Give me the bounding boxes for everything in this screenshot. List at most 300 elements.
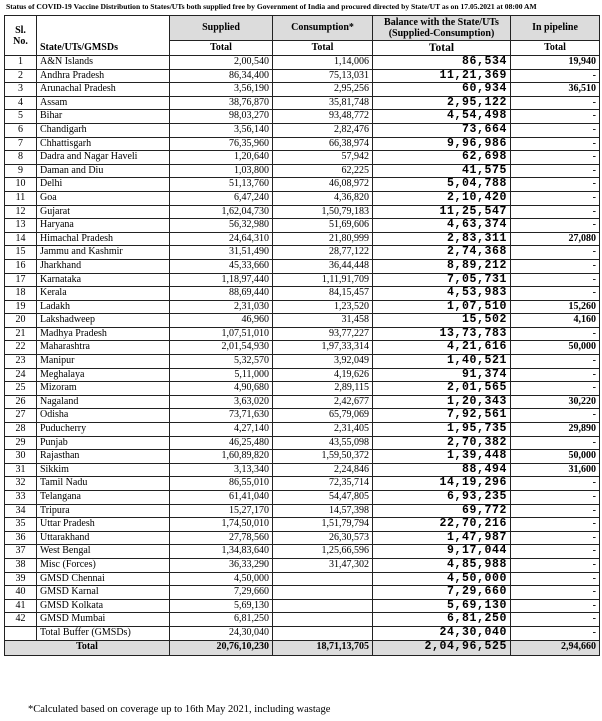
- cell-balance: 24,30,040: [373, 626, 511, 640]
- cell-supplied: 3,63,020: [170, 395, 273, 409]
- cell-consumption: 28,77,122: [273, 246, 373, 260]
- cell-state: Delhi: [37, 178, 170, 192]
- cell-sl-no: 16: [5, 259, 37, 273]
- cell-pipeline: -: [511, 246, 600, 260]
- table-row: [5, 123, 600, 137]
- cell-supplied: 88,69,440: [170, 287, 273, 301]
- cell-sl-no: 26: [5, 395, 37, 409]
- cell-balance: 4,53,983: [373, 287, 511, 301]
- cell-pipeline: -: [511, 531, 600, 545]
- cell-pipeline: -: [511, 586, 600, 600]
- table-row: [5, 205, 600, 219]
- cell-pipeline: -: [511, 368, 600, 382]
- cell-sl-no: 6: [5, 123, 37, 137]
- cell-pipeline: -: [511, 545, 600, 559]
- cell-supplied: 5,32,570: [170, 355, 273, 369]
- cell-consumption: 66,38,974: [273, 137, 373, 151]
- cell-state: Uttar Pradesh: [37, 518, 170, 532]
- cell-pipeline: -: [511, 558, 600, 572]
- cell-state: Andhra Pradesh: [37, 69, 170, 83]
- cell-balance: 11,21,369: [373, 69, 511, 83]
- cell-pipeline: -: [511, 96, 600, 110]
- cell-consumption: [273, 626, 373, 640]
- cell-state: Uttarakhand: [37, 531, 170, 545]
- table-row: [5, 232, 600, 246]
- cell-state: GMSD Karnal: [37, 586, 170, 600]
- cell-balance: 2,10,420: [373, 191, 511, 205]
- subheader-total-consumption: Total: [273, 41, 373, 56]
- cell-balance: 8,89,212: [373, 259, 511, 273]
- cell-pipeline: 29,890: [511, 423, 600, 437]
- cell-state: Bihar: [37, 110, 170, 124]
- table-row: [5, 69, 600, 83]
- cell-sl-no: 33: [5, 491, 37, 505]
- cell-balance: 15,502: [373, 314, 511, 328]
- table-row: [5, 56, 600, 70]
- cell-sl-no: 39: [5, 572, 37, 586]
- cell-state: Lakshadweep: [37, 314, 170, 328]
- vaccine-distribution-table: [4, 15, 600, 656]
- cell-balance: 86,534: [373, 56, 511, 70]
- cell-balance: 60,934: [373, 83, 511, 97]
- cell-sl-no: 21: [5, 327, 37, 341]
- cell-balance: 4,63,374: [373, 219, 511, 233]
- table-row: [5, 96, 600, 110]
- cell-pipeline: -: [511, 164, 600, 178]
- cell-consumption: 84,15,457: [273, 287, 373, 301]
- cell-pipeline: 19,940: [511, 56, 600, 70]
- cell-sl-no: 20: [5, 314, 37, 328]
- cell-state: GMSD Chennai: [37, 572, 170, 586]
- table-row: [5, 219, 600, 233]
- cell-pipeline: 30,220: [511, 395, 600, 409]
- cell-state: Assam: [37, 96, 170, 110]
- cell-pipeline: -: [511, 491, 600, 505]
- cell-balance: 2,74,368: [373, 246, 511, 260]
- cell-pipeline: -: [511, 123, 600, 137]
- cell-consumption: 21,80,999: [273, 232, 373, 246]
- table-row: [5, 572, 600, 586]
- cell-sl-no: 35: [5, 518, 37, 532]
- cell-state: Punjab: [37, 436, 170, 450]
- cell-pipeline: -: [511, 69, 600, 83]
- table-row: [5, 314, 600, 328]
- cell-consumption: 3,92,049: [273, 355, 373, 369]
- cell-sl-no: 12: [5, 205, 37, 219]
- cell-supplied: 1,62,04,730: [170, 205, 273, 219]
- cell-pipeline: -: [511, 273, 600, 287]
- cell-sl-no: 14: [5, 232, 37, 246]
- cell-balance: 1,07,510: [373, 300, 511, 314]
- cell-pipeline: -: [511, 137, 600, 151]
- cell-balance: 7,92,561: [373, 409, 511, 423]
- table-row: [5, 83, 600, 97]
- cell-supplied: 2,00,540: [170, 56, 273, 70]
- cell-consumption: 57,942: [273, 151, 373, 165]
- cell-state: Himachal Pradesh: [37, 232, 170, 246]
- cell-consumption: 26,30,573: [273, 531, 373, 545]
- cell-supplied: 24,64,310: [170, 232, 273, 246]
- table-row: [5, 137, 600, 151]
- cell-sl-no: 29: [5, 436, 37, 450]
- grand-total-consumption: 18,71,13,705: [273, 640, 373, 655]
- cell-pipeline: 50,000: [511, 341, 600, 355]
- cell-supplied: 98,03,270: [170, 110, 273, 124]
- grand-total-row: [5, 640, 600, 655]
- cell-balance: 62,698: [373, 151, 511, 165]
- table-row: [5, 504, 600, 518]
- cell-state: Rajasthan: [37, 450, 170, 464]
- footnote: *Calculated based on coverage up to 16th May 2021, including wastage: [28, 704, 331, 715]
- cell-supplied: 73,71,630: [170, 409, 273, 423]
- cell-consumption: [273, 586, 373, 600]
- cell-sl-no: 15: [5, 246, 37, 260]
- cell-supplied: 45,33,660: [170, 259, 273, 273]
- table-row: [5, 558, 600, 572]
- cell-consumption: 1,14,006: [273, 56, 373, 70]
- cell-sl-no: 1: [5, 56, 37, 70]
- cell-pipeline: 15,260: [511, 300, 600, 314]
- cell-sl-no: 42: [5, 613, 37, 627]
- table-row: [5, 300, 600, 314]
- header-row: [5, 16, 600, 41]
- cell-consumption: [273, 599, 373, 613]
- cell-state: Gujarat: [37, 205, 170, 219]
- cell-supplied: 5,69,130: [170, 599, 273, 613]
- cell-balance: 22,70,216: [373, 518, 511, 532]
- cell-balance: 4,85,988: [373, 558, 511, 572]
- cell-sl-no: 5: [5, 110, 37, 124]
- cell-supplied: 86,55,010: [170, 477, 273, 491]
- cell-balance: 1,40,521: [373, 355, 511, 369]
- cell-state: Sikkim: [37, 463, 170, 477]
- cell-consumption: 43,55,098: [273, 436, 373, 450]
- cell-supplied: 4,90,680: [170, 382, 273, 396]
- cell-sl-no: 25: [5, 382, 37, 396]
- cell-pipeline: -: [511, 382, 600, 396]
- cell-sl-no: 34: [5, 504, 37, 518]
- table-row: [5, 626, 600, 640]
- cell-balance: 1,20,343: [373, 395, 511, 409]
- cell-consumption: 75,13,031: [273, 69, 373, 83]
- cell-balance: 11,25,547: [373, 205, 511, 219]
- cell-supplied: 61,41,040: [170, 491, 273, 505]
- cell-sl-no: 36: [5, 531, 37, 545]
- cell-state: Tripura: [37, 504, 170, 518]
- cell-state: Nagaland: [37, 395, 170, 409]
- cell-sl-no: 17: [5, 273, 37, 287]
- cell-state: Daman and Diu: [37, 164, 170, 178]
- cell-sl-no: 3: [5, 83, 37, 97]
- cell-pipeline: -: [511, 355, 600, 369]
- cell-balance: 6,81,250: [373, 613, 511, 627]
- cell-consumption: 93,77,227: [273, 327, 373, 341]
- table-row: [5, 178, 600, 192]
- cell-state: Ladakh: [37, 300, 170, 314]
- cell-pipeline: -: [511, 205, 600, 219]
- cell-pipeline: -: [511, 178, 600, 192]
- cell-supplied: 5,11,000: [170, 368, 273, 382]
- table-row: [5, 273, 600, 287]
- table-row: [5, 518, 600, 532]
- cell-pipeline: -: [511, 599, 600, 613]
- cell-state: Arunachal Pradesh: [37, 83, 170, 97]
- cell-pipeline: 50,000: [511, 450, 600, 464]
- cell-pipeline: -: [511, 477, 600, 491]
- cell-pipeline: -: [511, 572, 600, 586]
- table-row: [5, 463, 600, 477]
- cell-pipeline: -: [511, 436, 600, 450]
- cell-state: Meghalaya: [37, 368, 170, 382]
- cell-balance: 7,29,660: [373, 586, 511, 600]
- cell-supplied: 6,81,250: [170, 613, 273, 627]
- cell-sl-no: 40: [5, 586, 37, 600]
- cell-balance: 2,01,565: [373, 382, 511, 396]
- table-row: [5, 586, 600, 600]
- cell-consumption: 54,47,805: [273, 491, 373, 505]
- cell-state: Puducherry: [37, 423, 170, 437]
- cell-balance: 1,39,448: [373, 450, 511, 464]
- cell-supplied: 56,32,980: [170, 219, 273, 233]
- cell-consumption: 1,50,79,183: [273, 205, 373, 219]
- table-row: [5, 246, 600, 260]
- cell-pipeline: 27,080: [511, 232, 600, 246]
- header-sl-no: Sl. No.: [5, 16, 37, 56]
- table-row: [5, 613, 600, 627]
- cell-state: Odisha: [37, 409, 170, 423]
- cell-state: Mizoram: [37, 382, 170, 396]
- cell-pipeline: 36,510: [511, 83, 600, 97]
- cell-supplied: 1,03,800: [170, 164, 273, 178]
- cell-balance: 4,54,498: [373, 110, 511, 124]
- cell-pipeline: -: [511, 626, 600, 640]
- cell-supplied: 2,01,54,930: [170, 341, 273, 355]
- cell-consumption: 31,458: [273, 314, 373, 328]
- cell-balance: 5,04,788: [373, 178, 511, 192]
- cell-state: GMSD Mumbai: [37, 613, 170, 627]
- cell-consumption: 1,23,520: [273, 300, 373, 314]
- table-row: [5, 287, 600, 301]
- cell-sl-no: 41: [5, 599, 37, 613]
- cell-pipeline: -: [511, 518, 600, 532]
- cell-pipeline: -: [511, 191, 600, 205]
- cell-supplied: 3,56,190: [170, 83, 273, 97]
- grand-total-label: Total: [5, 640, 170, 655]
- table-row: [5, 191, 600, 205]
- grand-total-pipeline: 2,94,660: [511, 640, 600, 655]
- cell-balance: 88,494: [373, 463, 511, 477]
- cell-supplied: 1,18,97,440: [170, 273, 273, 287]
- table-row: [5, 409, 600, 423]
- cell-sl-no: 11: [5, 191, 37, 205]
- table-row: [5, 477, 600, 491]
- cell-balance: 91,374: [373, 368, 511, 382]
- cell-sl-no: 38: [5, 558, 37, 572]
- grand-total-balance: 2,04,96,525: [373, 640, 511, 655]
- cell-sl-no: 10: [5, 178, 37, 192]
- cell-consumption: 36,44,448: [273, 259, 373, 273]
- cell-pipeline: -: [511, 613, 600, 627]
- cell-pipeline: -: [511, 110, 600, 124]
- cell-balance: 7,05,731: [373, 273, 511, 287]
- cell-supplied: 15,27,170: [170, 504, 273, 518]
- cell-balance: 13,73,783: [373, 327, 511, 341]
- cell-balance: 14,19,296: [373, 477, 511, 491]
- cell-consumption: 1,51,79,794: [273, 518, 373, 532]
- cell-state: Madhya Pradesh: [37, 327, 170, 341]
- cell-balance: 9,17,044: [373, 545, 511, 559]
- cell-consumption: [273, 572, 373, 586]
- cell-sl-no: 24: [5, 368, 37, 382]
- cell-supplied: 6,47,240: [170, 191, 273, 205]
- cell-consumption: 2,95,256: [273, 83, 373, 97]
- cell-sl-no: 18: [5, 287, 37, 301]
- cell-balance: 1,47,987: [373, 531, 511, 545]
- cell-supplied: 4,27,140: [170, 423, 273, 437]
- cell-supplied: 3,13,340: [170, 463, 273, 477]
- cell-state: GMSD Kolkata: [37, 599, 170, 613]
- cell-state: Manipur: [37, 355, 170, 369]
- table-row: [5, 259, 600, 273]
- cell-balance: 6,93,235: [373, 491, 511, 505]
- cell-supplied: 2,31,030: [170, 300, 273, 314]
- cell-state: Dadra and Nagar Haveli: [37, 151, 170, 165]
- header-consumption: Consumption*: [273, 16, 373, 41]
- table-row: [5, 423, 600, 437]
- cell-consumption: 31,47,302: [273, 558, 373, 572]
- cell-consumption: 4,36,820: [273, 191, 373, 205]
- cell-supplied: 3,56,140: [170, 123, 273, 137]
- table-row: [5, 450, 600, 464]
- cell-sl-no: 32: [5, 477, 37, 491]
- cell-consumption: 65,79,069: [273, 409, 373, 423]
- cell-supplied: 86,34,400: [170, 69, 273, 83]
- cell-sl-no: 7: [5, 137, 37, 151]
- cell-consumption: 51,69,606: [273, 219, 373, 233]
- cell-pipeline: -: [511, 327, 600, 341]
- table-row: [5, 164, 600, 178]
- table-row: [5, 355, 600, 369]
- cell-sl-no: 22: [5, 341, 37, 355]
- cell-sl-no: [5, 626, 37, 640]
- cell-consumption: 2,31,405: [273, 423, 373, 437]
- cell-supplied: 51,13,760: [170, 178, 273, 192]
- cell-supplied: 1,60,89,820: [170, 450, 273, 464]
- cell-sl-no: 31: [5, 463, 37, 477]
- subheader-total-pipeline: Total: [511, 41, 600, 56]
- table-row: [5, 382, 600, 396]
- cell-state: Goa: [37, 191, 170, 205]
- cell-supplied: 46,960: [170, 314, 273, 328]
- cell-pipeline: -: [511, 259, 600, 273]
- cell-consumption: 1,25,66,596: [273, 545, 373, 559]
- cell-balance: 1,95,735: [373, 423, 511, 437]
- subheader-total-supplied: Total: [170, 41, 273, 56]
- cell-consumption: 14,57,398: [273, 504, 373, 518]
- cell-pipeline: -: [511, 219, 600, 233]
- cell-state: Jammu and Kashmir: [37, 246, 170, 260]
- table-row: [5, 599, 600, 613]
- table-row: [5, 545, 600, 559]
- cell-balance: 41,575: [373, 164, 511, 178]
- cell-balance: 5,69,130: [373, 599, 511, 613]
- cell-consumption: 93,48,772: [273, 110, 373, 124]
- cell-consumption: 2,82,476: [273, 123, 373, 137]
- header-supplied: Supplied: [170, 16, 273, 41]
- cell-state: Haryana: [37, 219, 170, 233]
- table-row: [5, 151, 600, 165]
- cell-sl-no: 19: [5, 300, 37, 314]
- cell-pipeline: -: [511, 287, 600, 301]
- cell-consumption: 2,24,846: [273, 463, 373, 477]
- cell-supplied: 36,33,290: [170, 558, 273, 572]
- cell-state: Telangana: [37, 491, 170, 505]
- header-balance: Balance with the State/UTs (Supplied-Consumption): [373, 16, 511, 41]
- cell-consumption: 72,35,714: [273, 477, 373, 491]
- cell-balance: 73,664: [373, 123, 511, 137]
- cell-consumption: 2,42,677: [273, 395, 373, 409]
- cell-pipeline: -: [511, 504, 600, 518]
- cell-supplied: 1,20,640: [170, 151, 273, 165]
- cell-consumption: 1,11,91,709: [273, 273, 373, 287]
- table-row: [5, 436, 600, 450]
- table-row: [5, 531, 600, 545]
- cell-sl-no: 37: [5, 545, 37, 559]
- cell-supplied: 7,29,660: [170, 586, 273, 600]
- cell-balance: 2,83,311: [373, 232, 511, 246]
- cell-state: Maharashtra: [37, 341, 170, 355]
- cell-consumption: 1,97,33,314: [273, 341, 373, 355]
- cell-supplied: 38,76,870: [170, 96, 273, 110]
- cell-state: Misc (Forces): [37, 558, 170, 572]
- cell-consumption: 46,08,972: [273, 178, 373, 192]
- cell-sl-no: 9: [5, 164, 37, 178]
- cell-balance: 2,70,382: [373, 436, 511, 450]
- cell-pipeline: -: [511, 409, 600, 423]
- cell-balance: 69,772: [373, 504, 511, 518]
- cell-sl-no: 8: [5, 151, 37, 165]
- cell-supplied: 4,50,000: [170, 572, 273, 586]
- cell-consumption: 62,225: [273, 164, 373, 178]
- cell-supplied: 1,07,51,010: [170, 327, 273, 341]
- cell-supplied: 31,51,490: [170, 246, 273, 260]
- cell-supplied: 46,25,480: [170, 436, 273, 450]
- cell-state: Kerala: [37, 287, 170, 301]
- cell-consumption: 2,89,115: [273, 382, 373, 396]
- cell-consumption: 35,81,748: [273, 96, 373, 110]
- cell-supplied: 1,34,83,640: [170, 545, 273, 559]
- cell-sl-no: 30: [5, 450, 37, 464]
- cell-state: Jharkhand: [37, 259, 170, 273]
- cell-sl-no: 2: [5, 69, 37, 83]
- cell-consumption: [273, 613, 373, 627]
- cell-sl-no: 13: [5, 219, 37, 233]
- cell-pipeline: -: [511, 151, 600, 165]
- cell-state: Chhattisgarh: [37, 137, 170, 151]
- cell-pipeline: 4,160: [511, 314, 600, 328]
- cell-state: Chandigarh: [37, 123, 170, 137]
- cell-state: A&N Islands: [37, 56, 170, 70]
- cell-consumption: 4,19,626: [273, 368, 373, 382]
- cell-sl-no: 4: [5, 96, 37, 110]
- header-pipeline: In pipeline: [511, 16, 600, 41]
- table-row: [5, 327, 600, 341]
- table-row: [5, 341, 600, 355]
- cell-supplied: 1,74,50,010: [170, 518, 273, 532]
- cell-state: Karnataka: [37, 273, 170, 287]
- cell-state: Total Buffer (GMSDs): [37, 626, 170, 640]
- cell-supplied: 76,35,960: [170, 137, 273, 151]
